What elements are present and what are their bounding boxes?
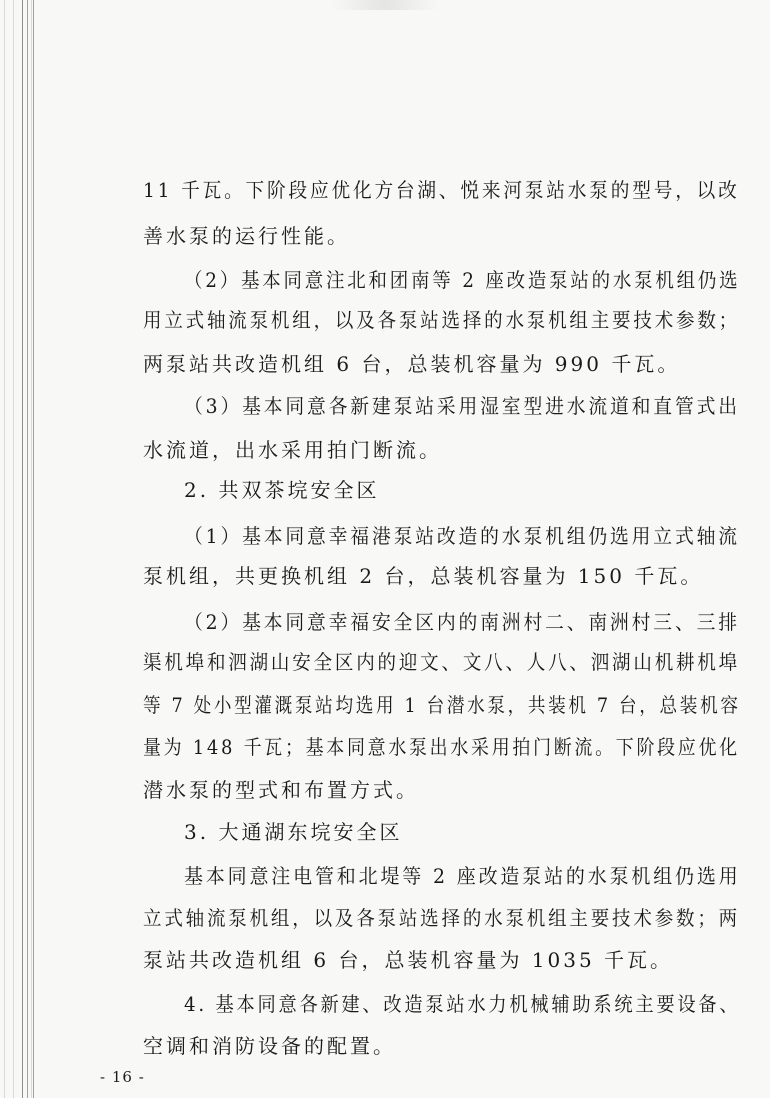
text-line-9: （1）基本同意幸福港泵站改造的水泵机组仍选用立式轴流 — [184, 524, 740, 548]
text-line-21: 空调和消防设备的配置。 — [143, 1034, 396, 1058]
text-line-15: 潜水泵的型式和布置方式。 — [143, 778, 419, 802]
scan-smudge — [330, 0, 440, 10]
text-line-20: 4. 基本同意各新建、改造泵站水力机械辅助系统主要设备、 — [184, 992, 741, 1016]
text-line-1: 11 千瓦。下阶段应优化方台湖、悦来河泵站水泵的型号，以改 — [143, 178, 740, 202]
scan-binding-shadow — [0, 0, 40, 1098]
text-line-13: 等 7 处小型灌溉泵站均选用 1 台潜水泵，共装机 7 台，总装机容 — [143, 693, 741, 717]
page-number: - 16 - — [100, 1068, 145, 1086]
text-line-6: （3）基本同意各新建泵站采用湿室型进水流道和直管式出 — [184, 394, 740, 418]
binding-line — [27, 0, 28, 1098]
binding-line — [22, 0, 23, 1098]
text-line-12: 渠机埠和泗湖山安全区内的迎文、文八、人八、泗湖山机耕机埠 — [143, 650, 740, 674]
text-line-10: 泵机组，共更换机组 2 台，总装机容量为 150 千瓦。 — [143, 564, 704, 588]
text-line-3: （2）基本同意注北和团南等 2 座改造泵站的水泵机组仍选 — [184, 268, 741, 292]
text-line-19: 泵站共改造机组 6 台，总装机容量为 1035 千瓦。 — [143, 948, 674, 972]
text-line-7: 水流道，出水采用拍门断流。 — [143, 438, 442, 462]
text-line-17: 基本同意注电管和北堤等 2 座改造泵站的水泵机组仍选用 — [184, 864, 741, 888]
section-heading-3: 3. 大通湖东垸安全区 — [184, 820, 403, 844]
text-line-4: 用立式轴流泵机组，以及各泵站选择的水泵机组主要技术参数； — [143, 308, 740, 332]
text-line-5: 两泵站共改造机组 6 台，总装机容量为 990 千瓦。 — [143, 352, 681, 376]
text-line-14: 量为 148 千瓦；基本同意水泵出水采用拍门断流。下阶段应优化 — [143, 735, 740, 759]
text-line-2: 善水泵的运行性能。 — [143, 224, 350, 248]
text-line-18: 立式轴流泵机组，以及各泵站选择的水泵机组主要技术参数；两 — [143, 906, 740, 930]
section-heading-2: 2. 共双茶垸安全区 — [184, 478, 380, 502]
text-line-11: （2）基本同意幸福安全区内的南洲村二、南洲村三、三排 — [184, 610, 740, 634]
binding-line — [33, 0, 34, 1098]
